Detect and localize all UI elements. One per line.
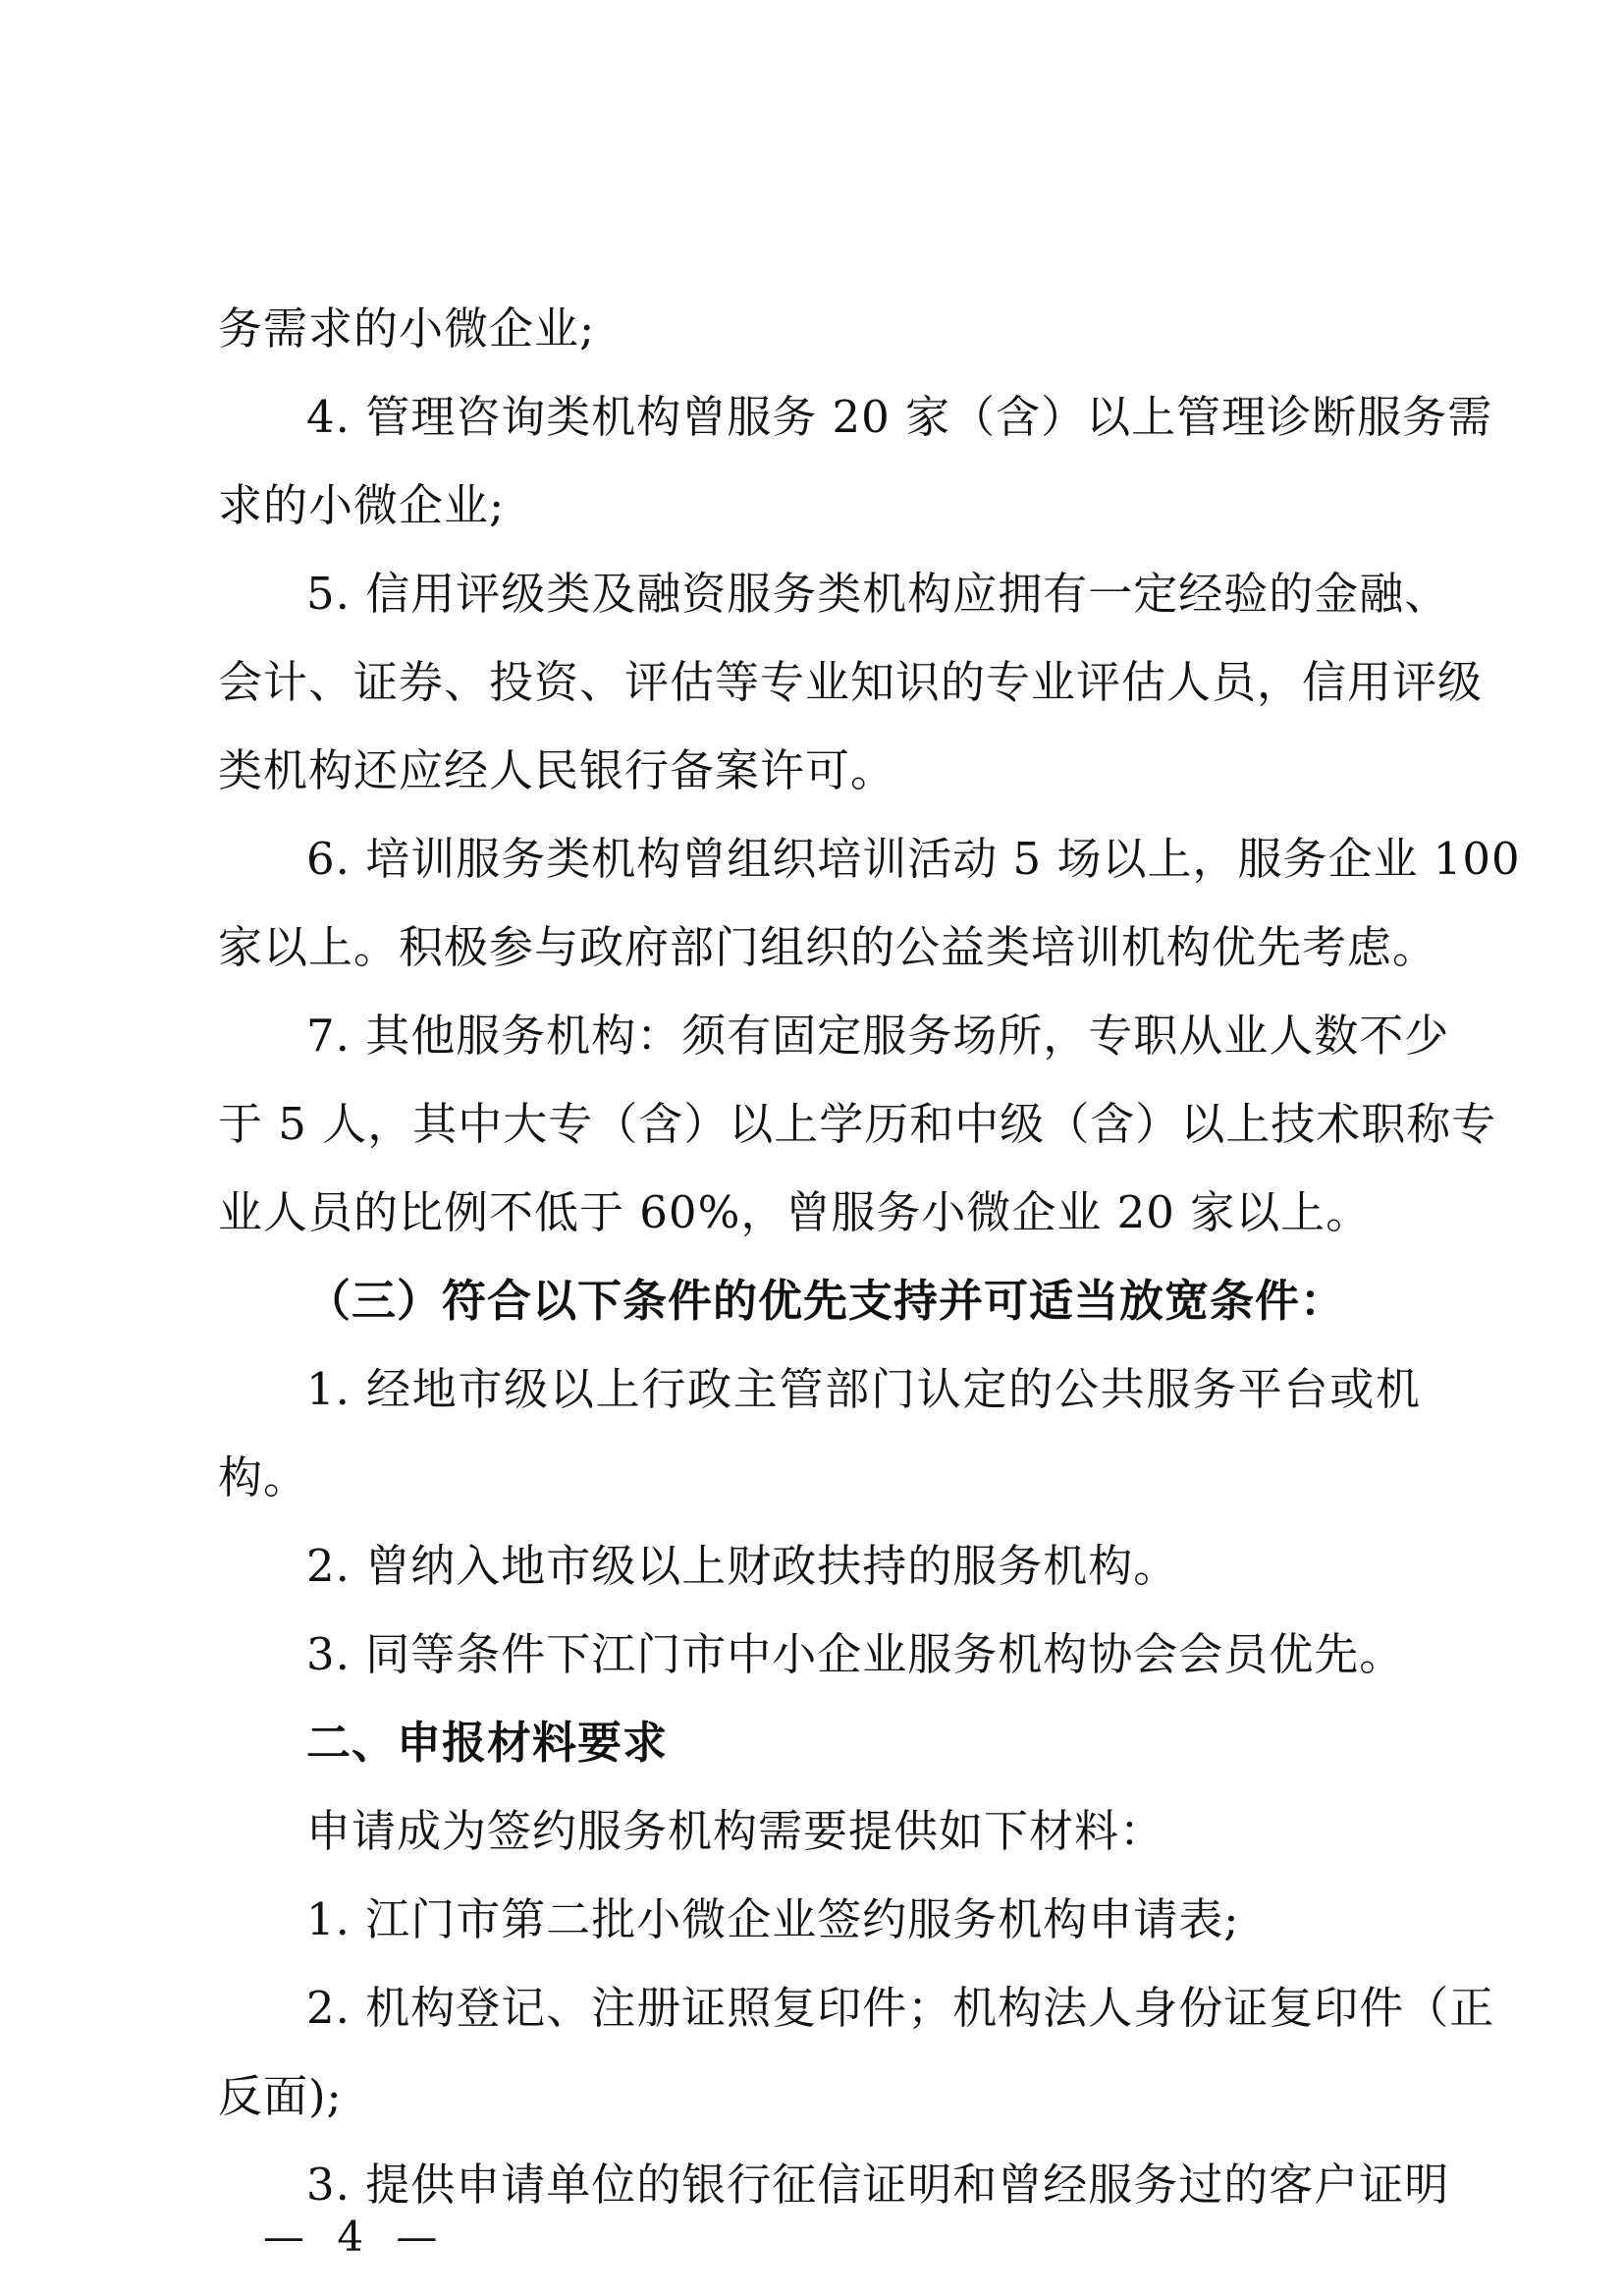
text-line: 1. 经地市级以上行政主管部门认定的公共服务平台或机 bbox=[306, 1363, 1421, 1415]
text-line: 申请成为签约服务机构需要提供如下材料： bbox=[306, 1805, 1165, 1857]
text-line: 5. 信用评级类及融资服务类机构应拥有一定经验的金融、 bbox=[306, 568, 1450, 620]
text-line: 反面); bbox=[218, 2070, 343, 2122]
text-line: 业人员的比例不低于 60%，曾服务小微企业 20 家以上。 bbox=[218, 1186, 1372, 1238]
page-number: — 4 — bbox=[263, 2213, 448, 2261]
text-line: 4. 管理咨询类机构曾服务 20 家（含）以上管理诊断服务需 bbox=[306, 391, 1493, 443]
text-line: 1. 江门市第二批小微企业签约服务机构申请表; bbox=[306, 1893, 1240, 1945]
text-line: 构。 bbox=[218, 1451, 309, 1503]
text-line: 务需求的小微企业; bbox=[218, 302, 596, 355]
text-line: 3. 同等条件下江门市中小企业服务机构协会会员优先。 bbox=[306, 1628, 1405, 1680]
text-line: 求的小微企业; bbox=[218, 479, 506, 531]
section-heading: （三）符合以下条件的优先支持并可适当放宽条件： bbox=[306, 1275, 1346, 1327]
text-line: 6. 培训服务类机构曾组织培训活动 5 场以上，服务企业 100 bbox=[306, 833, 1521, 885]
text-line: 类机构还应经人民银行备案许可。 bbox=[218, 744, 896, 796]
text-line: 7. 其他服务机构：须有固定服务场所，专职从业人数不少 bbox=[306, 1010, 1450, 1062]
text-line: 2. 机构登记、注册证照复印件；机构法人身份证复印件（正 bbox=[306, 1982, 1495, 2034]
text-line: 会计、证券、投资、评估等专业知识的专业评估人员，信用评级 bbox=[218, 656, 1484, 708]
text-line: 家以上。积极参与政府部门组织的公益类培训机构优先考虑。 bbox=[218, 921, 1438, 973]
text-line: 2. 曾纳入地市级以上财政扶持的服务机构。 bbox=[306, 1540, 1179, 1592]
text-line: 于 5 人，其中大专（含）以上学历和中级（含）以上技术职称专 bbox=[218, 1098, 1497, 1150]
text-line: 3. 提供申请单位的银行征信证明和曾经服务过的客户证明 bbox=[306, 2159, 1450, 2211]
section-heading: 二、申报材料要求 bbox=[306, 1717, 669, 1769]
